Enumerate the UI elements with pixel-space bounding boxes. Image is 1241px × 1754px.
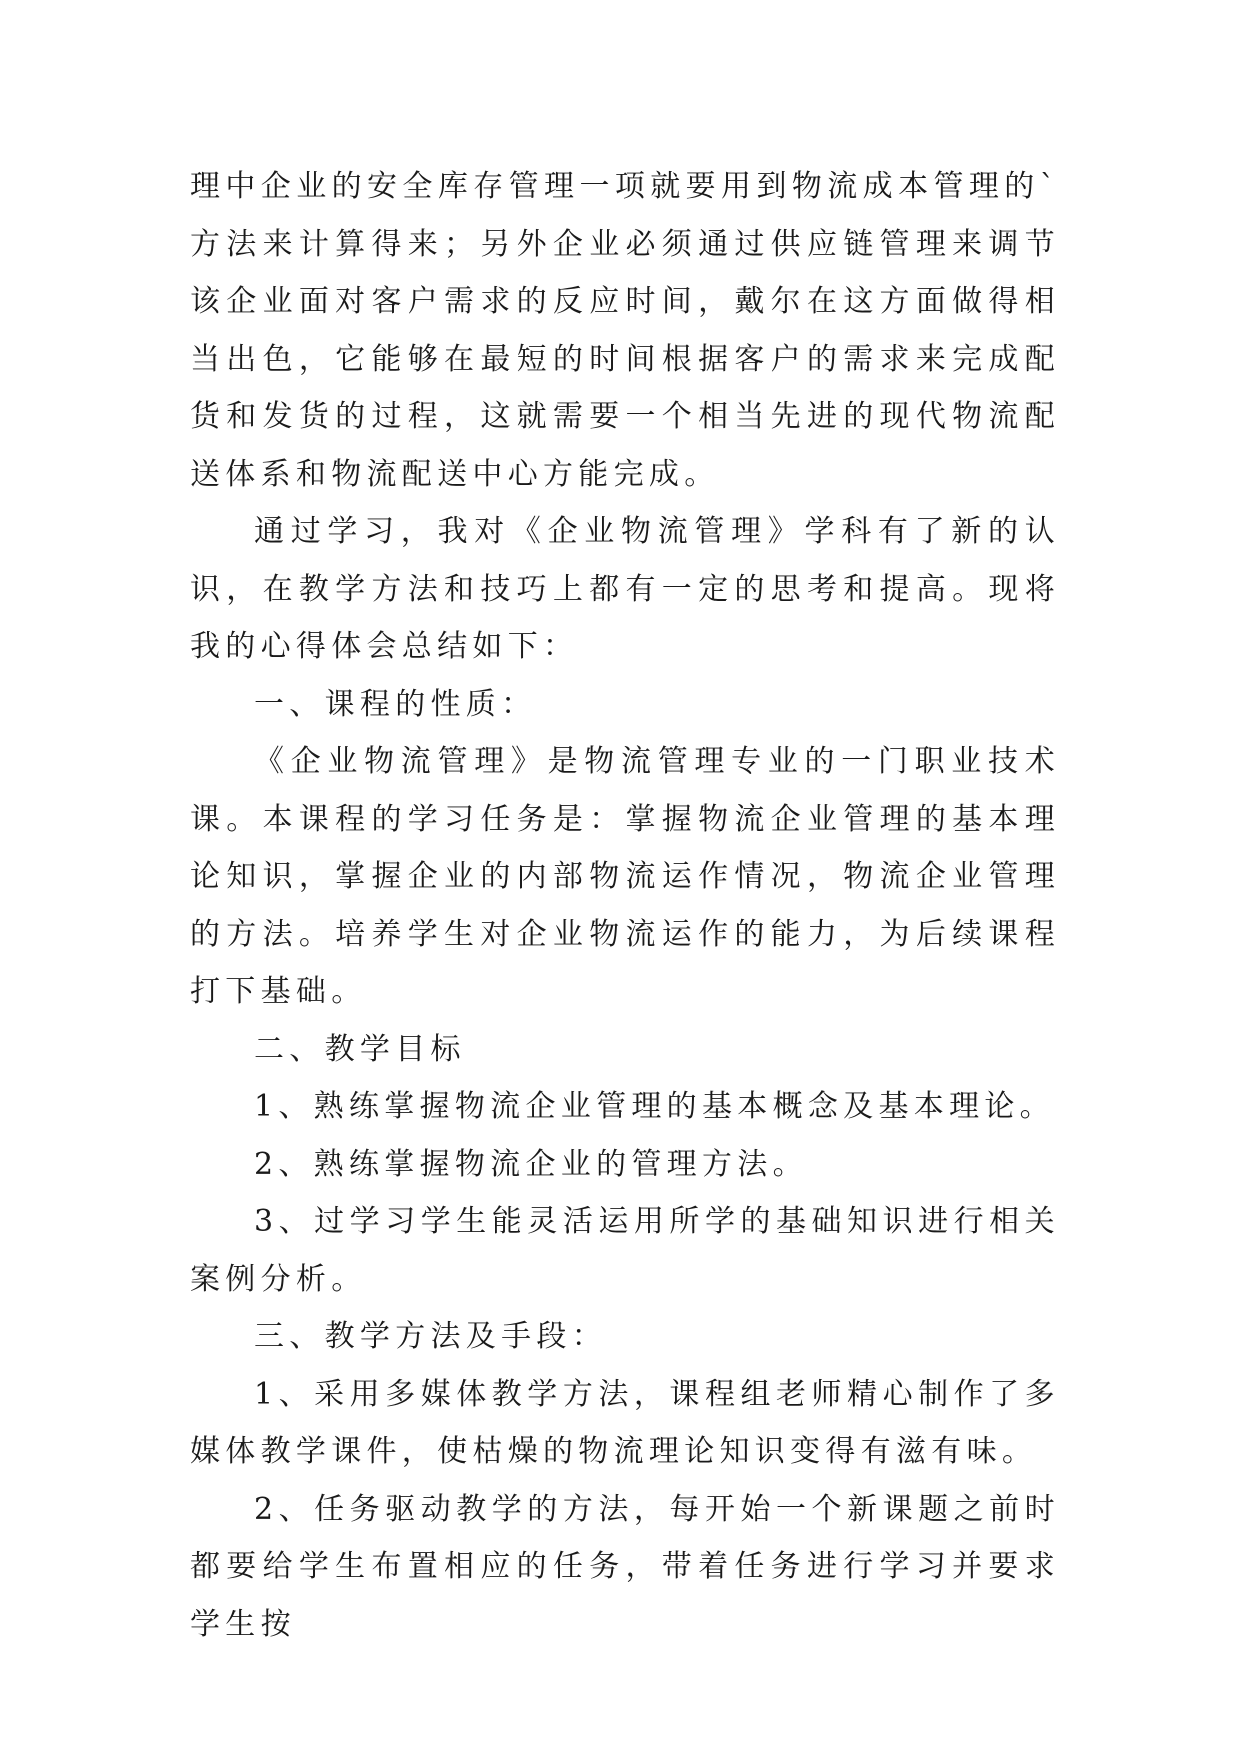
list-item-method-1: 1、采用多媒体教学方法，课程组老师精心制作了多媒体教学课件，使枯燥的物流理论知识变得有滋有味。 — [190, 1376, 1060, 1469]
paragraph-1: 理中企业的安全库存管理一项就要用到物流成本管理的`方法来计算得来；另外企业必须通过供应链管理来调节该企业面对客户需求的反应时间，戴尔在这方面做得相当出色，它能够在最短的时间根据客户的需求来完成配货和发货的过程，这就需要一个相当先进的现代物流配送体系和物流配送中心方能完成。 — [190, 169, 1060, 492]
paragraph-2: 通过学习，我对《企业物流管理》学科有了新的认识，在教学方法和技巧上都有一定的思考和提高。现将我的心得体会总结如下： — [190, 514, 1060, 664]
document-body — [190, 158, 1060, 1653]
section-heading-3: 三、教学方法及手段： — [254, 1319, 607, 1354]
section-heading-2: 二、教学目标 — [254, 1031, 466, 1067]
paragraph-3: 《企业物流管理》是物流管理专业的一门职业技术课。本课程的学习任务是：掌握物流企业管理的基本理论知识，掌握企业的内部物流运作情况，物流企业管理的方法。培养学生对企业物流运作的能力，为后续课程打下基础。 — [190, 744, 1060, 1009]
list-item-method-2: 2、任务驱动教学的方法，每开始一个新课题之前时都要给学生布置相应的任务，带着任务进行学习并要求学生按 — [190, 1491, 1060, 1642]
list-item-goal-2: 2、熟练掌握物流企业的管理方法。 — [254, 1146, 808, 1182]
section-heading-1: 一、课程的性质： — [254, 686, 537, 722]
list-item-goal-3: 3、过学习学生能灵活运用所学的基础知识进行相关案例分析。 — [190, 1204, 1060, 1297]
list-item-goal-1: 1、熟练掌握物流企业管理的基本概念及基本理论。 — [254, 1089, 1055, 1124]
